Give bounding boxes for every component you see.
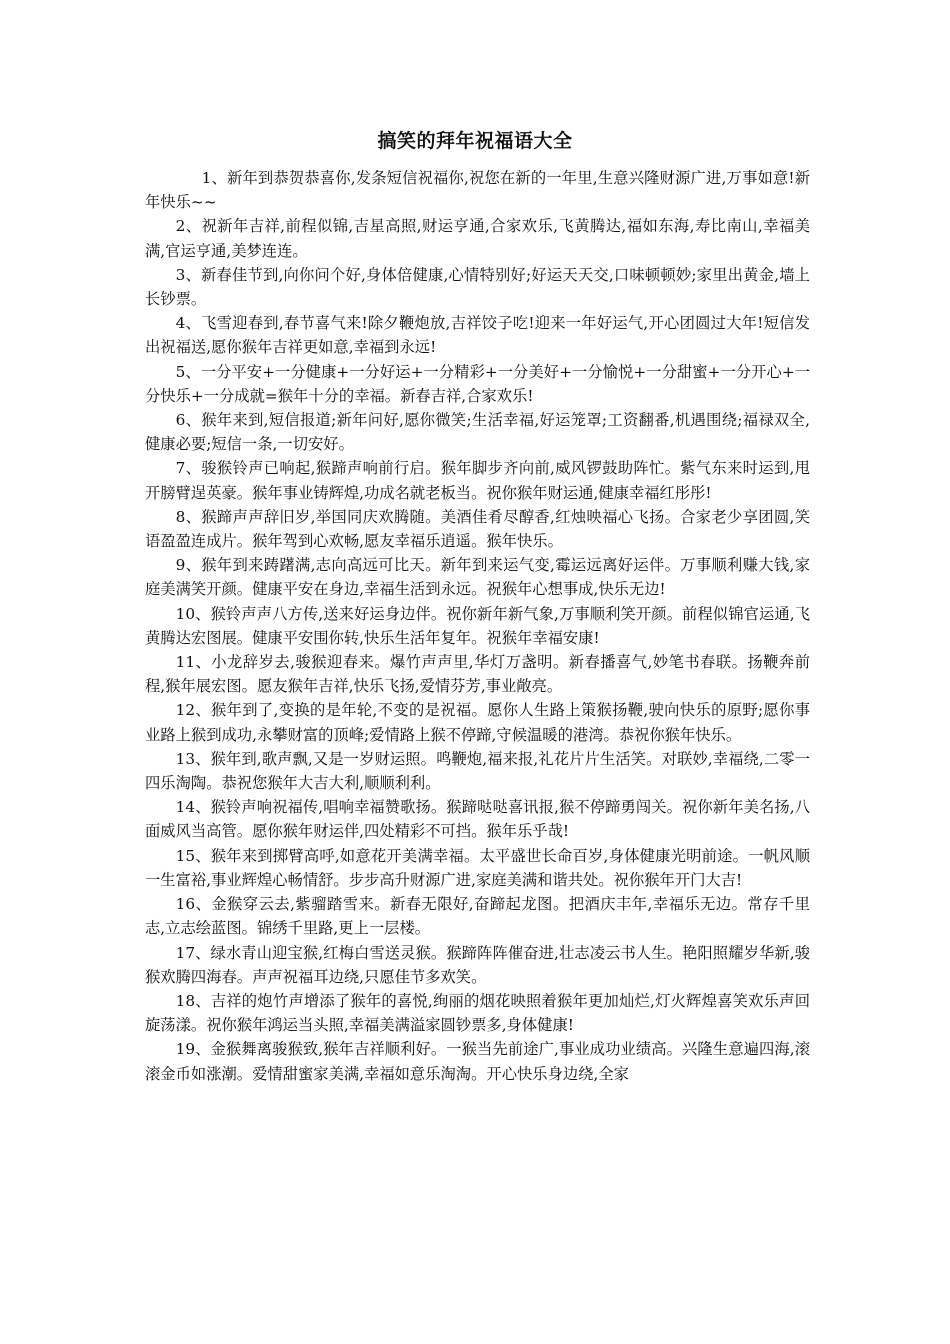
paragraph: 5、一分平安+一分健康+一分好运+一分精彩+一分美好+一分愉悦+一分甜蜜+一分开心+一分快乐+一分成就=猴年十分的幸福。新春吉祥,合家欢乐!: [145, 362, 810, 405]
paragraph: 16、金猴穿云去,紫骝踏雪来。新春无限好,奋蹄起龙图。把酒庆丰年,幸福乐无边。常存千里志,立志绘蓝图。锦绣千里路,更上一层楼。: [145, 895, 810, 938]
paragraph: 2、祝新年吉祥,前程似锦,吉星高照,财运亨通,合家欢乐,飞黄腾达,福如东海,寿比南山,幸福美满,官运亨通,美梦连连。: [145, 217, 810, 260]
paragraph: 15、猴年来到掷臂高呼,如意花开美满幸福。太平盛世长命百岁,身体健康光明前途。一帆风顺一生富裕,事业辉煌心畅情舒。步步高升财源广进,家庭美满和谐共处。祝你猴年开门大吉!: [145, 846, 810, 889]
document-body: [145, 166, 810, 1086]
paragraph: 17、绿水青山迎宝猴,红梅白雪送灵猴。猴蹄阵阵催奋进,壮志凌云书人生。艳阳照耀岁华新,骏猴欢腾四海春。声声祝福耳边绕,只愿佳节多欢笑。: [145, 943, 810, 986]
paragraph: 6、猴年来到,短信报道;新年问好,愿你微笑;生活幸福,好运笼罩;工资翻番,机遇围绕;福禄双全,健康必要;短信一条,一切安好。: [145, 411, 810, 454]
paragraph: 8、猴蹄声声辞旧岁,举国同庆欢腾随。美酒佳肴尽醇香,红烛映福心飞扬。合家老少享团圆,笑语盈盈连成片。猴年驾到心欢畅,愿友幸福乐逍遥。猴年快乐。: [145, 507, 810, 551]
paragraph: 12、猴年到了,变换的是年轮,不变的是祝福。愿你人生路上策猴扬鞭,驶向快乐的原野;愿你事业路上猴到成功,永攀财富的顶峰;爱情路上猴不停蹄,守候温暖的港湾。恭祝你猴年快乐。: [145, 701, 810, 744]
paragraph: 13、猴年到,歌声飘,又是一岁财运照。鸣鞭炮,福来报,礼花片片生活笑。对联妙,幸福绕,二零一四乐淘陶。恭祝您猴年大吉大利,顺顺利利。: [145, 749, 810, 793]
paragraph: 18、吉祥的炮竹声增添了猴年的喜悦,绚丽的烟花映照着猴年更加灿烂,灯火辉煌喜笑欢乐声回旋荡漾。祝你猴年鸿运当头照,幸福美满溢家圆钞票多,身体健康!: [145, 991, 810, 1035]
paragraph: 4、飞雪迎春到,春节喜气来!除夕鞭炮放,吉祥饺子吃!迎来一年好运气,开心团圆过大年!短信发出祝福送,愿你猴年吉祥更如意,幸福到永远!: [145, 314, 810, 357]
paragraph: 10、猴铃声声八方传,送来好运身边伴。祝你新年新气象,万事顺利笑开颜。前程似锦官运通,飞黄腾达宏图展。健康平安围你转,快乐生活年复年。祝猴年幸福安康!: [145, 604, 810, 647]
document-title: 搞笑的拜年祝福语大全: [377, 130, 573, 152]
paragraph: 9、猴年到来踌躇满,志向高远可比天。新年到来运气变,霉运远离好运伴。万事顺利赚大钱,家庭美满笑开颜。健康平安在身边,幸福生活到永远。祝猴年心想事成,快乐无边!: [145, 556, 810, 599]
paragraph: 11、小龙辞岁去,骏猴迎春来。爆竹声声里,华灯万盏明。新春播喜气,妙笔书春联。扬鞭奔前程,猴年展宏图。愿友猴年吉祥,快乐飞扬,爱情芬芳,事业敞亮。: [145, 653, 810, 696]
paragraph: 19、金猴舞离骏猴致,猴年吉祥顺利好。一猴当先前途广,事业成功业绩高。兴隆生意遍四海,滚滚金币如涨潮。爱情甜蜜家美满,幸福如意乐淘淘。开心快乐身边绕,全家: [145, 1040, 810, 1083]
paragraph: 7、骏猴铃声已响起,猴蹄声响前行启。猴年脚步齐向前,威风锣鼓助阵忙。紫气东来时运到,甩开膀臂逞英豪。猴年事业铸辉煌,功成名就老板当。祝你猴年财运通,健康幸福红彤彤!: [145, 459, 810, 502]
paragraph: 3、新春佳节到,向你问个好,身体倍健康,心情特别好;好运天天交,口味顿顿妙;家里出黄金,墙上长钞票。: [145, 265, 810, 309]
paragraph: 14、猴铃声响祝福传,唱响幸福赞歌扬。猴蹄哒哒喜讯报,猴不停蹄勇闯关。祝你新年美名扬,八面威风当高管。愿你猴年财运伴,四处精彩不可挡。猴年乐乎哉!: [145, 798, 810, 841]
paragraph: 1、新年到恭贺恭喜你,发条短信祝福你,祝您在新的一年里,生意兴隆财源广进,万事如意!新年快乐~~: [145, 169, 810, 212]
